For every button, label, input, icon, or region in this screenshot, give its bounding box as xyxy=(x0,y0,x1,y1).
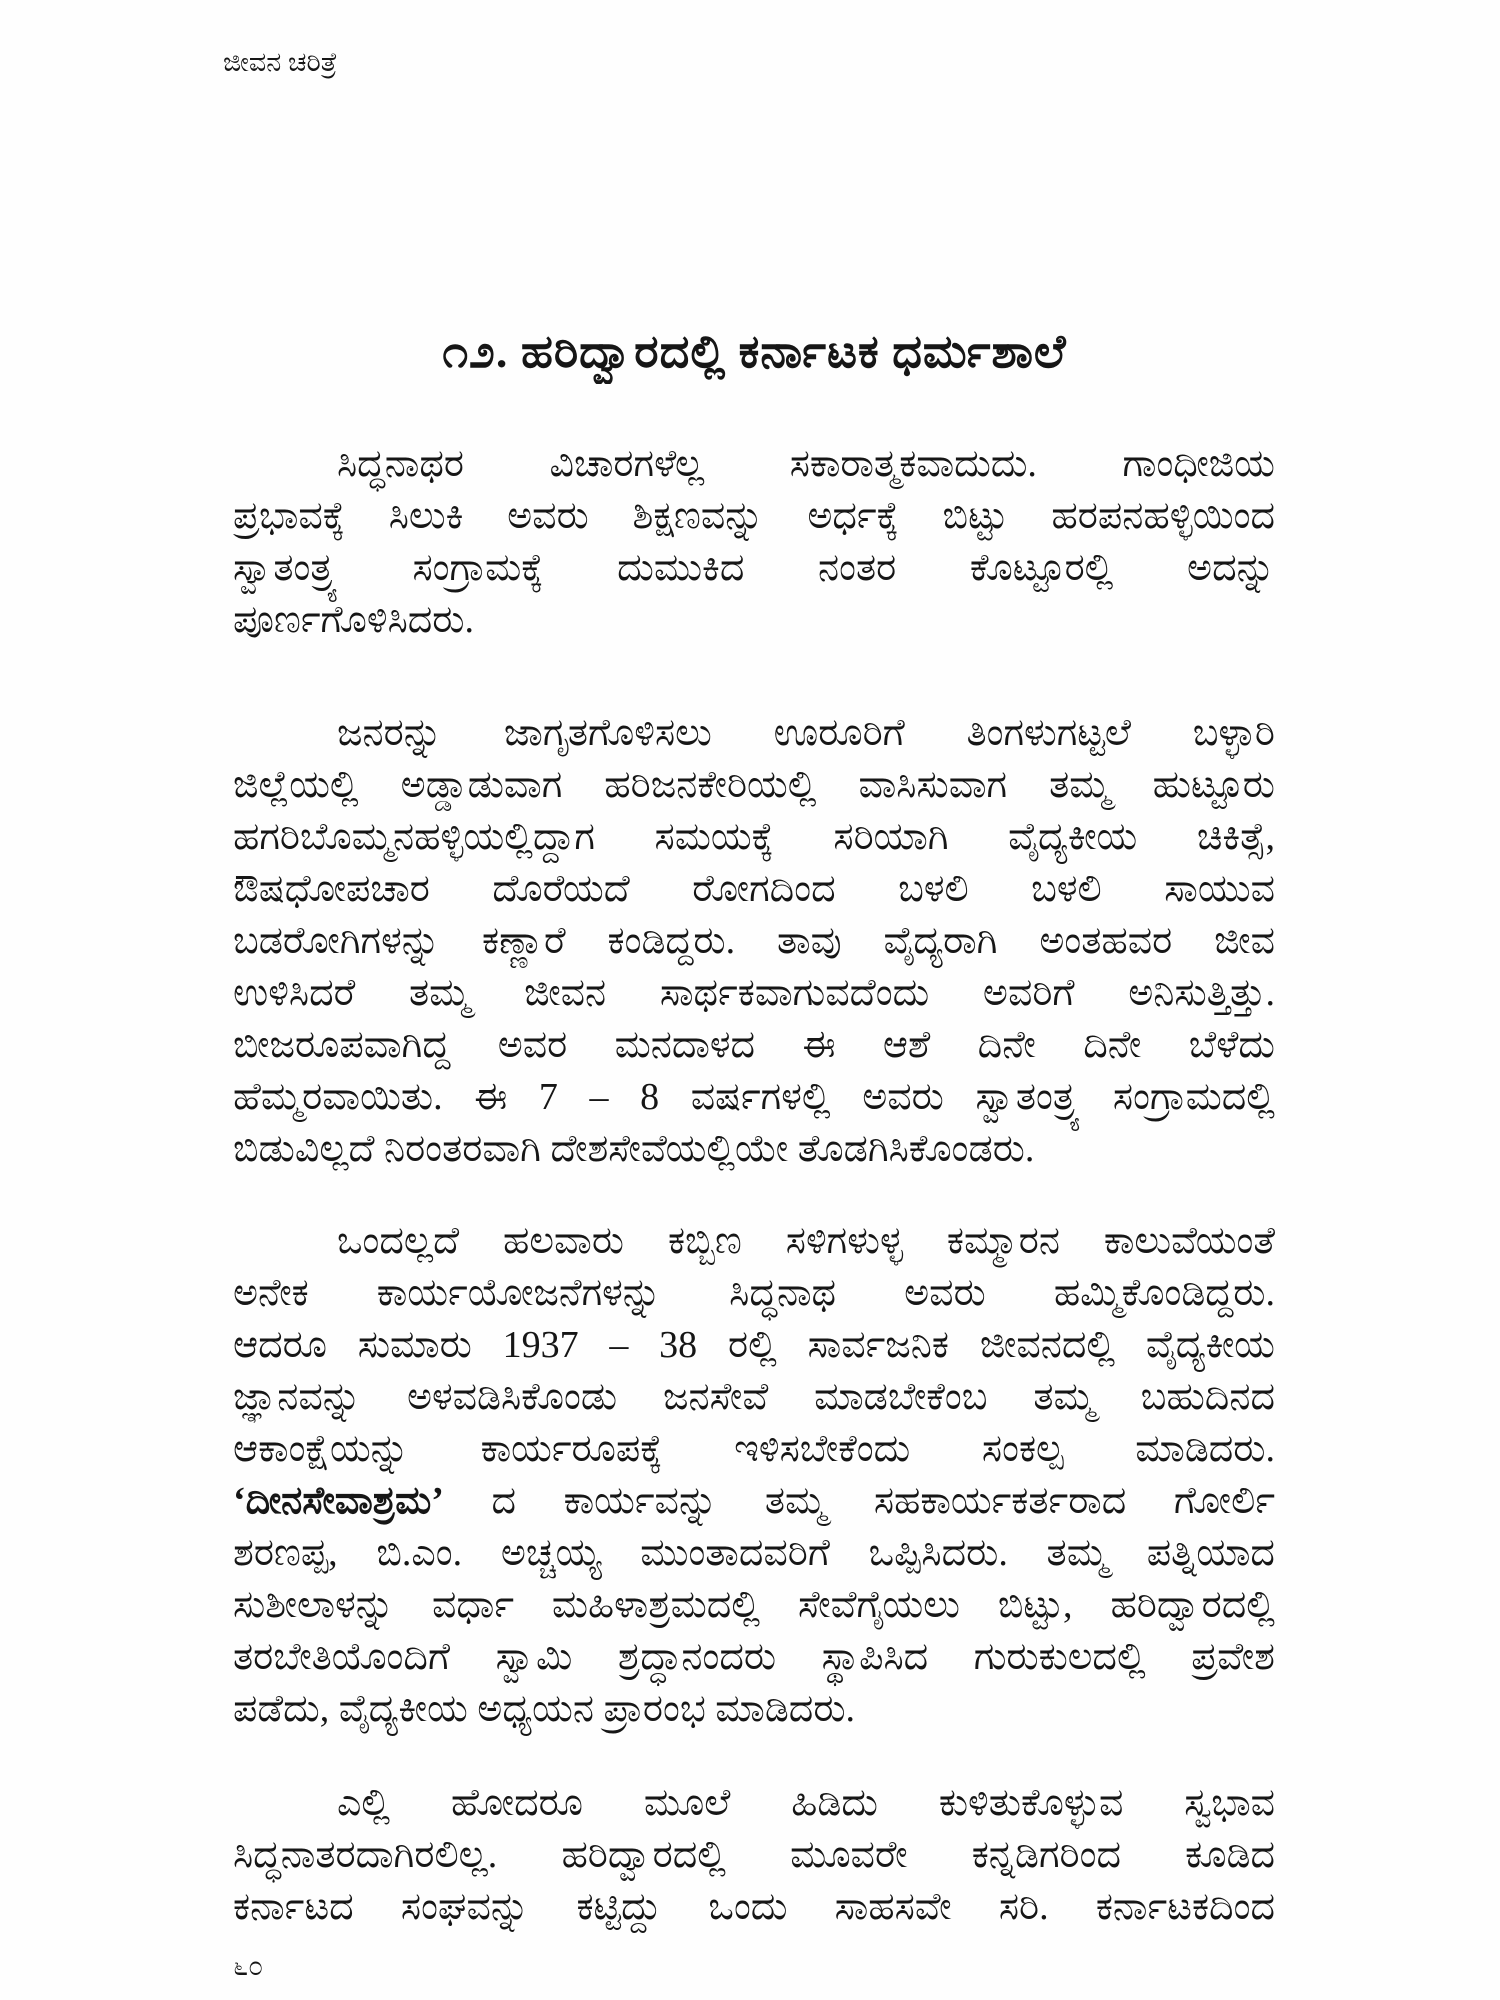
text-line xyxy=(233,1267,1276,1319)
text-line xyxy=(233,707,1276,759)
paragraph xyxy=(233,1777,1276,1933)
line-text: ಪ್ರಭಾವಕ್ಕೆ ಸಿಲುಕಿ ಅವರು ಶಿಕ್ಷಣವನ್ನು ಅರ್ಧಕ್ಕೆ ಬಿಟ್ಟು ಹರಪನಹಳ್ಳಿಯಿಂದ xyxy=(233,495,1275,537)
line-text: ಪೂರ್ಣಗೊಳಿಸಿದರು. xyxy=(233,599,474,641)
text-line xyxy=(233,1579,1276,1631)
line-text: ಬಿಡುವಿಲ್ಲದೆ ನಿರಂತರವಾಗಿ ದೇಶಸೇವೆಯಲ್ಲಿಯೇ ತೊಡಗಿಸಿಕೊಂಡರು. xyxy=(233,1128,1035,1170)
text-line xyxy=(233,1683,1276,1735)
text-line xyxy=(233,1071,1276,1123)
chapter-title-text: ಹರಿದ್ವಾರದಲ್ಲಿ ಕರ್ನಾಟಕ ಧರ್ಮಶಾಲೆ xyxy=(520,326,1067,377)
paragraph xyxy=(233,438,1276,646)
line-text: ಜನರನ್ನು ಜಾಗೃತಗೊಳಿಸಲು ಊರೂರಿಗೆ ತಿಂಗಳುಗಟ್ಟಲೆ ಬಳ್ಳಾರಿ xyxy=(337,712,1275,754)
text-line xyxy=(233,915,1276,967)
text-line xyxy=(233,1123,1276,1175)
line-text: ಸುಶೀಲಾಳನ್ನು ವರ್ಧಾ ಮಹಿಳಾಶ್ರಮದಲ್ಲಿ ಸೇವೆಗೈಯಲು ಬಿಟ್ಟು, ಹರಿದ್ವಾರದಲ್ಲಿ xyxy=(233,1584,1275,1626)
paragraph xyxy=(233,1215,1276,1735)
line-text: ಹಗರಿಬೊಮ್ಮನಹಳ್ಳಿಯಲ್ಲಿದ್ದಾಗ ಸಮಯಕ್ಕೆ ಸರಿಯಾಗಿ ವೈದ್ಯಕೀಯ ಚಿಕಿತ್ಸೆ, xyxy=(233,816,1275,858)
line-text: ಸ್ವಾತಂತ್ರ್ಯ ಸಂಗ್ರಾಮಕ್ಕೆ ದುಮುಕಿದ ನಂತರ ಕೊಟ್ಟೂರಲ್ಲಿ ಅದನ್ನು xyxy=(233,547,1275,589)
chapter-number: ೧೨. xyxy=(442,326,509,377)
line-text: ಪಡೆದು, ವೈದ್ಯಕೀಯ ಅಧ್ಯಯನ ಪ್ರಾರಂಭ ಮಾಡಿದರು. xyxy=(233,1688,856,1730)
text-line xyxy=(233,1371,1276,1423)
body-text xyxy=(233,438,1276,1933)
text-line xyxy=(233,1423,1276,1475)
line-text: ಜ್ಞಾನವನ್ನು ಅಳವಡಿಸಿಕೊಂಡು ಜನಸೇವೆ ಮಾಡಬೇಕೆಂಬ ತಮ್ಮ ಬಹುದಿನದ xyxy=(233,1376,1275,1418)
paragraph xyxy=(233,707,1276,1175)
page-number: ೬೦ xyxy=(233,1951,264,1981)
text-line xyxy=(233,1777,1276,1829)
text-line xyxy=(233,490,1276,542)
line-text: ಬಡರೋಗಿಗಳನ್ನು ಕಣ್ಣಾರೆ ಕಂಡಿದ್ದರು. ತಾವು ವೈದ್ಯರಾಗಿ ಅಂತಹವರ ಜೀವ xyxy=(233,920,1275,962)
text-line xyxy=(233,594,1276,646)
line-text: ಒಂದಲ್ಲದೆ ಹಲವಾರು ಕಬ್ಬಿಣ ಸಳಿಗಳುಳ್ಳ ಕಮ್ಮಾರನ ಕಾಲುವೆಯಂತೆ xyxy=(337,1220,1275,1262)
text-line xyxy=(233,542,1276,594)
text-line xyxy=(233,1829,1276,1881)
line-text: ತರಬೇತಿಯೊಂದಿಗೆ ಸ್ವಾಮಿ ಶ್ರದ್ಧಾನಂದರು ಸ್ಥಾಪಿಸಿದ ಗುರುಕುಲದಲ್ಲಿ ಪ್ರವೇಶ xyxy=(233,1636,1275,1678)
line-text: ಹೆಮ್ಮರವಾಯಿತು. ಈ 7 – 8 ವರ್ಷಗಳಲ್ಲಿ ಅವರು ಸ್ವಾತಂತ್ರ್ಯ ಸಂಗ್ರಾಮದಲ್ಲಿ xyxy=(233,1076,1275,1118)
text-line xyxy=(233,1319,1276,1371)
line-text: ಅನೇಕ ಕಾರ್ಯಯೋಜನೆಗಳನ್ನು ಸಿದ್ಧನಾಥ ಅವರು ಹಮ್ಮಿಕೊಂಡಿದ್ದರು. xyxy=(233,1272,1275,1314)
text-line xyxy=(233,1527,1276,1579)
chapter-heading xyxy=(442,320,1066,384)
line-text: ಜಿಲ್ಲೆಯಲ್ಲಿ ಅಡ್ಡಾಡುವಾಗ ಹರಿಜನಕೇರಿಯಲ್ಲಿ ವಾಸಿಸುವಾಗ ತಮ್ಮ ಹುಟ್ಟೂರು xyxy=(233,764,1275,806)
chapter-title xyxy=(233,320,1276,384)
line-text xyxy=(233,1475,1275,1527)
text-line xyxy=(233,1019,1276,1071)
line-text-rest: ದ ಕಾರ್ಯವನ್ನು ತಮ್ಮ ಸಹಕಾರ್ಯಕರ್ತರಾದ ಗೋರ್ಲಿ xyxy=(491,1480,1276,1522)
text-line xyxy=(233,967,1276,1019)
emphasis-term: ‘ದೀನಸೇವಾಶ್ರಮ’ xyxy=(233,1480,444,1522)
line-text: ಬೀಜರೂಪವಾಗಿದ್ದ ಅವರ ಮನದಾಳದ ಈ ಆಶೆ ದಿನೇ ದಿನೇ ಬೆಳೆದು xyxy=(233,1024,1275,1066)
line-text: ಕರ್ನಾಟದ ಸಂಘವನ್ನು ಕಟ್ಟಿದ್ದು ಒಂದು ಸಾಹಸವೇ ಸರಿ. ಕರ್ನಾಟಕದಿಂದ xyxy=(233,1886,1275,1928)
text-line xyxy=(233,1475,1276,1527)
line-text: ಸಿದ್ಧನಾತರದಾಗಿರಲಿಲ್ಲ. ಹರಿದ್ವಾರದಲ್ಲಿ ಮೂವರೇ ಕನ್ನಡಿಗರಿಂದ ಕೂಡಿದ xyxy=(233,1834,1275,1876)
text-line xyxy=(233,1631,1276,1683)
line-text: ಔಷಧೋಪಚಾರ ದೊರೆಯದೆ ರೋಗದಿಂದ ಬಳಲಿ ಬಳಲಿ ಸಾಯುವ xyxy=(233,868,1275,910)
text-line xyxy=(233,811,1276,863)
running-head: ಜೀವನ ಚರಿತ್ರೆ xyxy=(223,47,338,77)
line-text: ಆಕಾಂಕ್ಷೆಯನ್ನು ಕಾರ್ಯರೂಪಕ್ಕೆ ಇಳಿಸಬೇಕೆಂದು ಸಂಕಲ್ಪ ಮಾಡಿದರು. xyxy=(233,1428,1275,1470)
line-text: ಶರಣಪ್ಪ, ಬಿ.ಎಂ. ಅಚ್ಚಯ್ಯ ಮುಂತಾದವರಿಗೆ ಒಪ್ಪಿಸಿದರು. ತಮ್ಮ ಪತ್ನಿಯಾದ xyxy=(233,1532,1275,1574)
text-line xyxy=(233,863,1276,915)
line-text: ಉಳಿಸಿದರೆ ತಮ್ಮ ಜೀವನ ಸಾರ್ಥಕವಾಗುವದೆಂದು ಅವರಿಗೆ ಅನಿಸುತ್ತಿತ್ತು. xyxy=(233,972,1275,1014)
text-line xyxy=(233,759,1276,811)
line-text: ಆದರೂ ಸುಮಾರು 1937 – 38 ರಲ್ಲಿ ಸಾರ್ವಜನಿಕ ಜೀವನದಲ್ಲಿ ವೈದ್ಯಕೀಯ xyxy=(233,1324,1275,1366)
text-line xyxy=(233,438,1276,490)
text-line xyxy=(233,1215,1276,1267)
line-text: ಎಲ್ಲಿ ಹೋದರೂ ಮೂಲೆ ಹಿಡಿದು ಕುಳಿತುಕೊಳ್ಳುವ ಸ್ವಭಾವ xyxy=(337,1782,1275,1824)
text-line xyxy=(233,1881,1276,1933)
line-text: ಸಿದ್ಧನಾಥರ ವಿಚಾರಗಳೆಲ್ಲ ಸಕಾರಾತ್ಮಕವಾದುದು. ಗಾಂಧೀಜಿಯ xyxy=(337,443,1275,485)
